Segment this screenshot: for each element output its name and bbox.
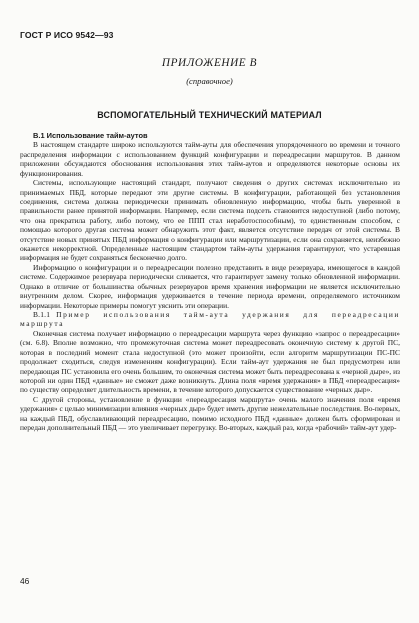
section-heading: В.1 Использование тайм-аутов bbox=[33, 131, 148, 140]
section-paragraph-1: В настоящем стандарте широко используются тайм-ауты для обеспечения упорядоченного во времени и точного распределения информации с использованием функций конфигурации и переадресации маршрутов. В данном приложении обсуждаются обоснования использования этих тайм-аутов и определяются некоторые основы их функционирования. bbox=[20, 140, 400, 178]
subsection-heading bbox=[20, 310, 400, 329]
main-title: ВСПОМОГАТЕЛЬНЫЙ ТЕХНИЧЕСКИЙ МАТЕРИАЛ bbox=[97, 110, 322, 120]
appendix-title: ПРИЛОЖЕНИЕ В bbox=[161, 57, 258, 69]
subsection-title: Пример использования тайм-аута удержания для переадресации маршрута bbox=[20, 310, 400, 329]
standard-header: ГОСТ Р ИСО 9542—93 bbox=[20, 30, 114, 40]
subsection-paragraph-2: С другой стороны, установление в функции «переадресация маршрута» очень малого значения поля «время удержания» с целью минимизации влияния «черных дыр» будет иметь другие нежелательные последствия. Во-первых, на каждый ПБД, обуславливающий переадресацию, помимо исходного ПБД «данные» должен быть сформирован и передан дополнительный ПБД — это увеличивает перегрузку. Во-вторых, каждый раз, когда «рабочий» тайм-аут удер- bbox=[20, 394, 400, 433]
section-paragraph-2: Системы, использующие настоящий стандарт, получают сведения о других системах исключительно из принимаемых ПБД, которые передают эти другие системы. В конфигурации, работающей без установления соединения, система должна периодически принимать обновленную информацию, чтобы быть уверенной в правильности ранее принятой информации. Например, если система подсеть становится недоступной (либо потому, что она прекратила работу, либо потому, что ее ППП стал неработоспособным), то единственным способом, с помощью которого другая система может обнаружить этот факт, является отсутствие передач от этой системы. В отсутствие новых принятых ПБД информация о конфигурации или маршрутизации, если она сохраняется, неизбежно окажется некорректной. Определенные настоящим стандартом тайм-ауты удержания гарантируют, что устаревшая информация не будет сохраняться бесконечно долго. bbox=[20, 178, 400, 263]
appendix-subtitle: (справочное) bbox=[186, 76, 233, 86]
subsection-paragraph-1: Оконечная система получает информацию о переадресации маршрута через функцию «запрос о переадресации» (см. 6.8). Вполне возможно, что промежуточная система может переадресовать оконечную систему к другой ПС, которая в последний момент стала недоступной (это может произойти, если алгоритм маршрутизации ПС-ПС продолжает сходиться, следуя изменениям конфигурации). Если тайм-аут удержания не был предусмотрен или передающая ПС установила его очень большим, то оконечная система может быть переадресована к «черной дыре», из которой ни один ПБД «данные» не сможет даже возникнуть. Длина поля «время удержания» в ПБД «переадресация» по существу определяет длительность времени, в течение которого допускается существование «черных дыр». bbox=[20, 328, 400, 395]
page-number: 46 bbox=[20, 576, 30, 586]
section-paragraph-3: Информацию о конфигурации и о переадресации полезно представить в виде резервуара, имеющегося в каждой системе. Содержимое резервуара периодически сливается, что гарантирует замену только обновленной информации. Однако в отличие от большинства обычных резервуаров время хранения информации не является исключительно внутренним делом. Скорее, информация удерживается в течение периода времени, определяемого источником информации. Некоторые примеры помогут уяснить эти операции. bbox=[20, 262, 400, 310]
document-body bbox=[20, 131, 400, 433]
subsection-number: В.1.1 bbox=[33, 310, 51, 320]
